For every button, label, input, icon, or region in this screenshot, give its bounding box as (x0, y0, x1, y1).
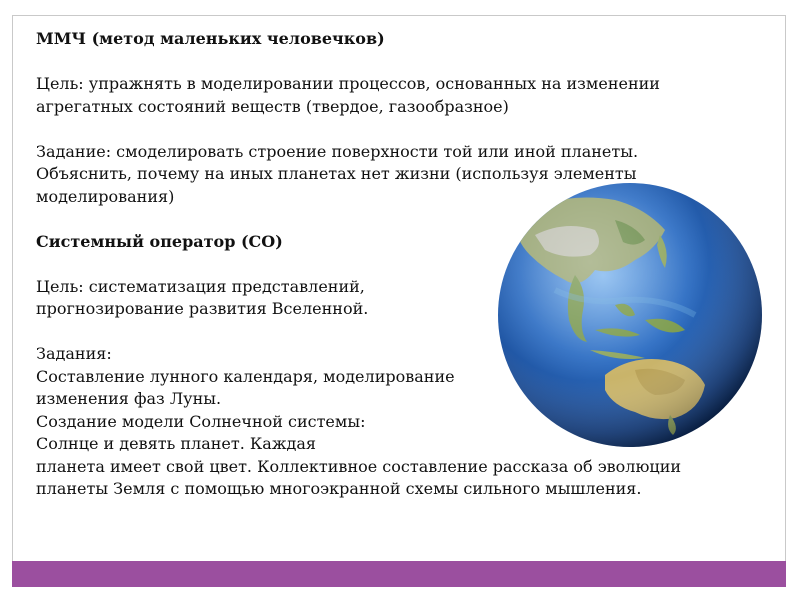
heading-system-operator: Системный оператор (СО) (36, 231, 283, 251)
task-mmch-line-3: моделирования) (36, 186, 175, 206)
task-mmch-line-2: Объяснить, почему на иных планетах нет жизни (используя элементы (36, 164, 637, 183)
goal-mmch-line-1: Цель: упражнять в моделировании процессов, основанных на изменении (36, 74, 660, 93)
task-mmch-line-1: Задание: смоделировать строение поверхности той или иной планеты. (36, 141, 639, 161)
goal-mmch-line-2: агрегатных состояний веществ (твердое, газообразное) (36, 96, 509, 116)
goal-so-line-2: прогнозирование развития Вселенной. (36, 299, 369, 318)
bottom-accent-bar (12, 561, 786, 587)
tasks-line-1: Составление лунного календаря, моделирование (36, 366, 455, 386)
tasks-line-6: планеты Земля с помощью многоэкранной схемы сильного мышления. (36, 479, 642, 498)
tasks-line-4: Солнце и девять планет. Каждая (36, 434, 317, 453)
goal-so-line-1: Цель: систематизация представлений, (36, 276, 365, 296)
tasks-label: Задания: (36, 344, 112, 363)
tasks-line-2: изменения фаз Луны. (36, 389, 222, 408)
slide-text (36, 28, 776, 501)
heading-mmch: ММЧ (метод маленьких человечков) (36, 29, 385, 48)
tasks-line-3: Создание модели Солнечной системы: (36, 411, 366, 431)
tasks-line-5: планета имеет свой цвет. Коллективное составление рассказа об эволюции (36, 456, 682, 476)
